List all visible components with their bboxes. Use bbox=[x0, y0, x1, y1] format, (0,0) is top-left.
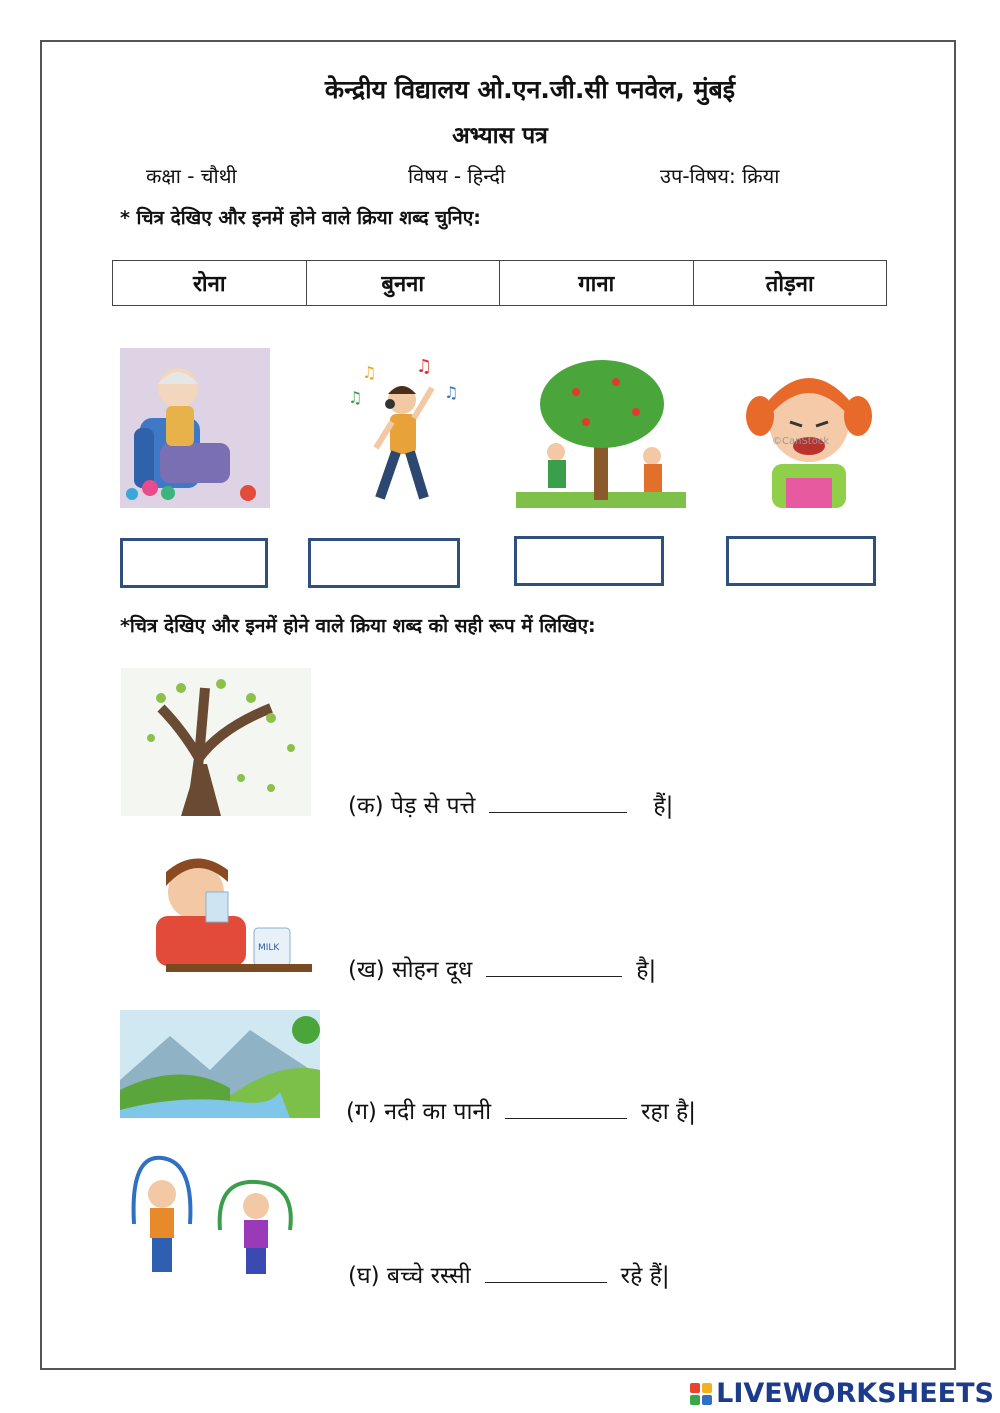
word-bank-item: बुनना bbox=[306, 261, 500, 306]
sentence-kha bbox=[348, 952, 656, 984]
sentence-kha-prefix: (ख) सोहन दूध bbox=[348, 957, 473, 983]
word-bank-item: गाना bbox=[500, 261, 694, 306]
answer-box-1[interactable] bbox=[120, 538, 268, 588]
sentence-ka-suffix: हैं| bbox=[653, 793, 674, 819]
sentence-gha bbox=[348, 1258, 670, 1290]
liveworksheets-logo bbox=[690, 1378, 994, 1409]
sentence-gha-prefix: (घ) बच्चे रस्सी bbox=[348, 1263, 471, 1289]
class-label: कक्षा - चौथी bbox=[146, 164, 237, 188]
blank-kha[interactable] bbox=[486, 952, 622, 977]
liveworksheets-logo-text: LIVEWORKSHEETS bbox=[716, 1378, 994, 1409]
singing-boy-image bbox=[332, 348, 472, 508]
word-bank-item: तोड़ना bbox=[693, 261, 887, 306]
blank-ga[interactable] bbox=[505, 1094, 627, 1119]
answer-box-3[interactable] bbox=[514, 536, 664, 586]
svg-text:MILK: MILK bbox=[258, 943, 280, 953]
svg-text:♫: ♫ bbox=[416, 356, 433, 377]
canstock-watermark: ©CanStock bbox=[772, 436, 830, 447]
section2-instruction: *चित्र देखिए और इनमें होने वाले क्रिया शब्द को सही रूप में लिखिए: bbox=[120, 615, 596, 637]
svg-text:♫: ♫ bbox=[362, 363, 377, 382]
school-title: केन्द्रीय विद्यालय ओ.एन.जी.सी पनवेल, मुंबई bbox=[324, 75, 736, 104]
sheet-title: अभ्यास पत्र bbox=[452, 123, 548, 149]
crying-girl-image bbox=[742, 360, 876, 508]
sentence-ga-suffix: रहा है| bbox=[641, 1099, 696, 1125]
river-landscape-image bbox=[120, 1010, 320, 1118]
boy-drinking-milk-image bbox=[136, 852, 312, 972]
tree-falling-leaves-image bbox=[121, 668, 311, 816]
sentence-kha-suffix: है| bbox=[636, 957, 657, 983]
blank-gha[interactable] bbox=[485, 1258, 607, 1283]
children-skipping-rope-image bbox=[120, 1154, 310, 1284]
section1-instruction: * चित्र देखिए और इनमें होने वाले क्रिया शब्द चुनिए: bbox=[120, 207, 481, 229]
sentence-ka bbox=[348, 788, 673, 820]
answer-box-2[interactable] bbox=[308, 538, 460, 588]
svg-text:♫: ♫ bbox=[444, 383, 459, 402]
sentence-ka-prefix: (क) पेड़ से पत्ते bbox=[348, 793, 476, 819]
blank-ka[interactable] bbox=[489, 788, 627, 813]
answer-box-4[interactable] bbox=[726, 536, 876, 586]
word-bank-table bbox=[112, 260, 887, 306]
plucking-apples-image bbox=[516, 352, 686, 508]
sentence-gha-suffix: रहे हैं| bbox=[620, 1263, 670, 1289]
knitting-grandmother-image bbox=[120, 348, 270, 508]
subtopic-label: उप-विषय: क्रिया bbox=[660, 164, 780, 188]
liveworksheets-logo-icon bbox=[690, 1383, 712, 1405]
sentence-ga bbox=[346, 1094, 696, 1126]
svg-text:♫: ♫ bbox=[348, 388, 363, 407]
subject-label: विषय - हिन्दी bbox=[408, 164, 506, 188]
word-bank-item: रोना bbox=[113, 261, 307, 306]
sentence-ga-prefix: (ग) नदी का पानी bbox=[346, 1099, 492, 1125]
